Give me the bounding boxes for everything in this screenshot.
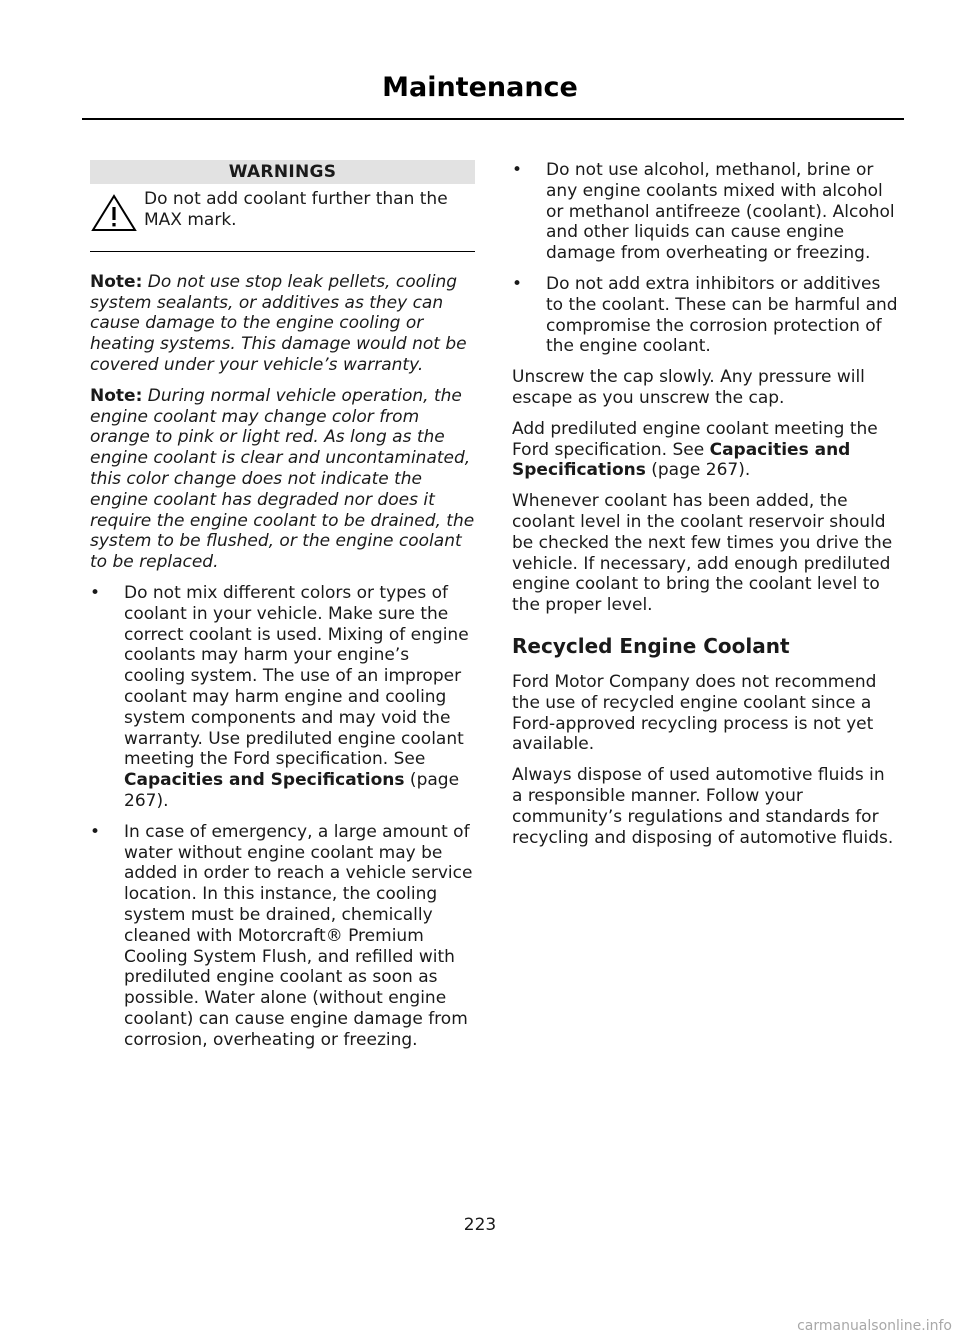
capacities-link[interactable]: Capacities and Specifications — [124, 770, 405, 791]
warning-box — [90, 184, 475, 252]
header-divider — [82, 118, 904, 120]
recycled-paragraph: Ford Motor Company does not recommend the use of recycled engine coolant since a Ford-approved recycling process is not yet available. — [512, 671, 877, 755]
list-item: • Do not add extra inhibitors or additives to the coolant. These can be harmful and compromise the corrosion protection of the engine coolant. — [512, 274, 900, 357]
note-paragraph — [90, 272, 475, 376]
note-paragraph — [90, 386, 475, 573]
coolant-bullet-list — [512, 160, 900, 357]
dispose-paragraph: Always dispose of used automotive fluids in a responsible manner. Follow your community’s regulations and standards for recycling and disposing of automotive fluids. — [512, 765, 894, 848]
note-text: Do not use stop leak pellets, cooling system sealants, or additives as they can cause damage to the engine cooling or heating systems. This damage would not be covered under your vehicle’s warranty. — [90, 271, 467, 375]
note-label: Note: — [90, 271, 143, 292]
note-label: Note: — [90, 385, 143, 406]
warnings-heading: WARNINGS — [90, 160, 475, 184]
coolant-bullet-list — [90, 583, 475, 1051]
unscrew-paragraph: Unscrew the cap slowly. Any pressure will escape as you unscrew the cap. — [512, 367, 865, 408]
warning-triangle-icon — [90, 189, 142, 239]
whenever-paragraph: Whenever coolant has been added, the coolant level in the coolant reservoir should be checked the next few times you drive the vehicle. If necessary, add enough prediluted engine coolant to bring the coolant level to the proper level. — [512, 491, 893, 616]
warning-text: Do not add coolant further than the MAX mark. — [144, 189, 448, 230]
watermark: carmanualsonline.info — [797, 1318, 952, 1334]
list-item: • In case of emergency, a large amount of water without engine coolant may be added in order to reach a vehicle service location. In this instance, the cooling system must be drained, chemically cleaned with Motorcraft® Premium Cooling System Flush, and refilled with prediluted engine coolant as soon as possible. Water alone (without engine coolant) can cause engine damage from corrosion, overheating or freezing. — [90, 822, 475, 1051]
list-item: • Do not mix different colors or types of coolant in your vehicle. Make sure the correct coolant is used. Mixing of engine coolants may harm your engine’s cooling system. The use of an improper coolant may harm engine and cooling system components and may void the warranty. Use prediluted engine coolant meeting the Ford specification. See Capacities and Specifications (page 267). — [90, 583, 475, 812]
note-text: During normal vehicle operation, the engine coolant may change color from orange to pink or light red. As long as the engine coolant is clear and uncontaminated, this color change does not indicate the engine coolant has degraded nor does it require the engine coolant to be drained, the system to be flushed, or the engine coolant to be replaced. — [90, 385, 475, 573]
right-column — [512, 160, 900, 858]
left-column — [90, 160, 475, 1060]
page-number: 223 — [463, 1215, 497, 1235]
list-item: • Do not use alcohol, methanol, brine or any engine coolants mixed with alcohol or methanol antifreeze (coolant). Alcohol and other liquids can cause engine damage from overheating or freezing. — [512, 160, 900, 264]
section-heading: Recycled Engine Coolant — [512, 633, 790, 658]
capacities-link[interactable]: Capacities and Specifications — [512, 439, 851, 481]
add-coolant-paragraph: Add prediluted engine coolant meeting the Ford specification. See Capacities and Specifications (page 267). — [512, 418, 878, 481]
page-title: Maintenance — [382, 72, 578, 103]
